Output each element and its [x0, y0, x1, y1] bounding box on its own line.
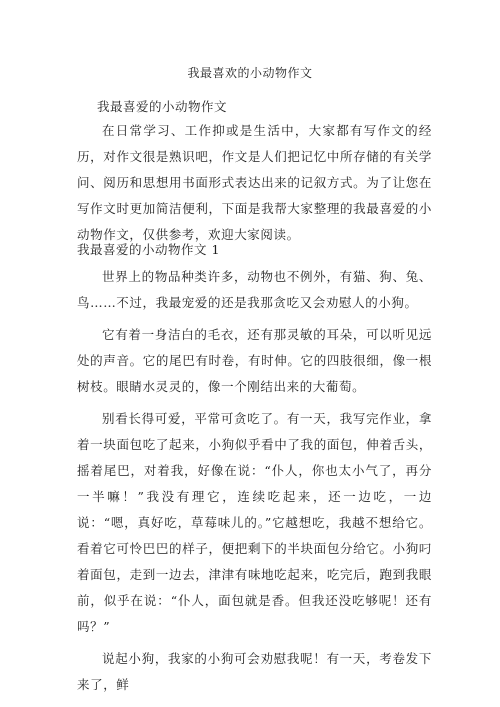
essay-paragraph: 它有着一身洁白的毛衣，还有那灵敏的耳朵，可以听见远处的声音。它的尾巴有时卷，有时伸。它的四肢很细，像一根树枝。眼睛水灵灵的，像一个刚结出来的大葡萄。: [77, 327, 432, 394]
section-heading: 我最喜爱的小动物作文 1: [77, 242, 220, 257]
essay-paragraph: 别看长得可爱，平常可贪吃了。有一天，我写完作业，拿着一块面包吃了起来，小狗似乎看中了我的面包，伸着舌头，摇着尾巴，对着我，好像在说：“仆人，你也太小气了，再分一半嘛！”我没有理它，连续吃起来，还一边吃，一边说：“嗯，真好吃，草莓味儿的。”它越想吃，我越不想给它。看着它可怜巴巴的样子，便把剩下的半块面包分给它。小狗叼着面包，走到一边去，津津有味地吃起来，吃完后，跑到我眼前，似乎在说：“仆人，面包就是香。但我还没吃够呢！还有吗？”: [77, 411, 432, 634]
intro-paragraph: 在日常学习、工作抑或是生活中，大家都有写作文的经历，对作文很是熟识吧，作文是人们把记忆中所存储的有关学问、阅历和思想用书面形式表达出来的记叙方式。为了让您在写作文时更加简洁便利，下面是我帮大家整理的我最喜爱的小动物作文，仅供参考，欢迎大家阅读。: [77, 123, 432, 242]
essay-paragraph: 世界上的物品种类许多，动物也不例外，有猫、狗、兔、鸟……不过，我最宠爱的还是我那贪吃又会劝慰人的小狗。: [77, 269, 432, 310]
essay-paragraph: 说起小狗，我家的小狗可会劝慰我呢！有一天，考卷发下来了，鲜: [77, 651, 432, 692]
document-title: 我最喜欢的小动物作文: [187, 66, 313, 80]
document-subtitle: 我最喜爱的小动物作文: [97, 99, 228, 114]
essay-body: [77, 264, 432, 704]
